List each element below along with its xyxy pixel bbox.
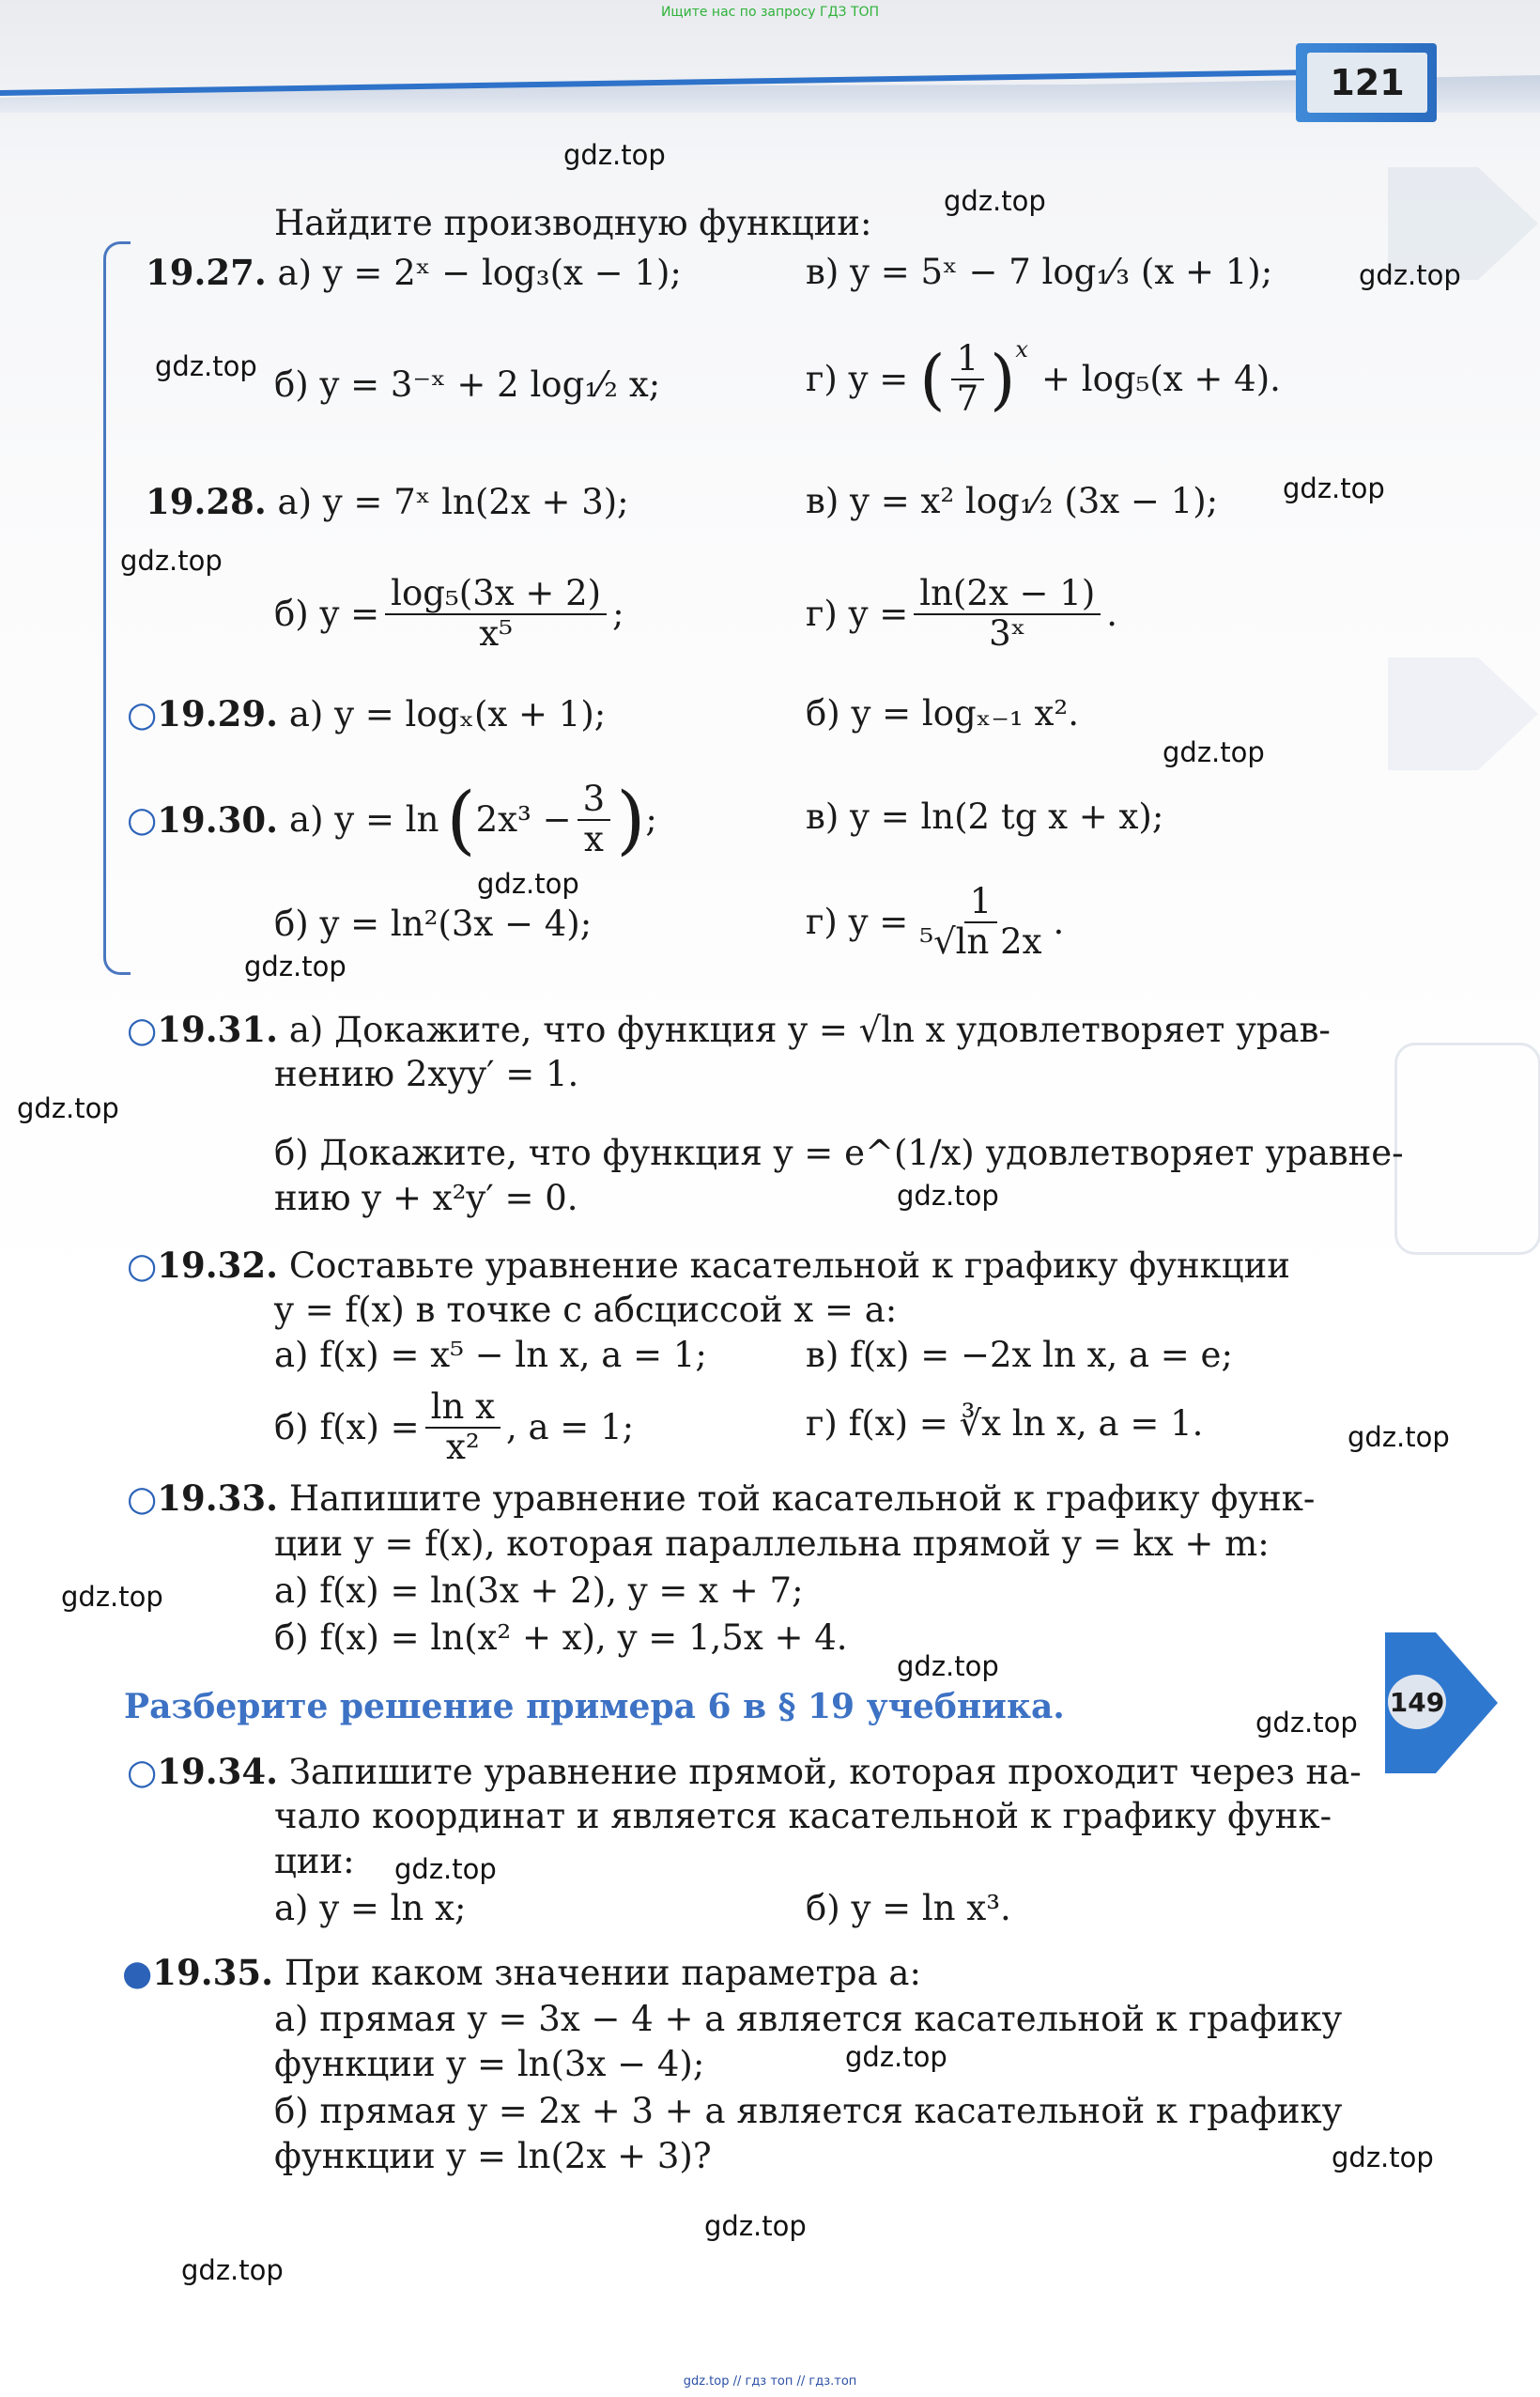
watermark: gdz.top (1332, 2142, 1434, 2173)
fraction-one-seventh: $\frac{1}{7}$ (951, 340, 985, 418)
item-v: в) f(x) = −2x ln x, a = e; (806, 1335, 1233, 1375)
item-v: в) y = 5ˣ − 7 log₁⁄₃ (x + 1); (806, 252, 1273, 292)
bleed-through-box (1394, 1043, 1540, 1255)
fraction (578, 778, 611, 859)
problem-19-31 (127, 1009, 1331, 1051)
fraction (425, 1388, 500, 1466)
statement-line2: чало координат и является касательной к графику функ- (274, 1796, 1332, 1836)
item-a-line1: а) прямая y = 3x − 4 + a является касательной к графику (274, 1999, 1343, 2039)
problem-19-35 (122, 1952, 921, 1994)
watermark: gdz.top (897, 1650, 999, 1682)
item-a: а) f(x) = x⁵ − ln x, a = 1; (274, 1335, 707, 1375)
problem-number: 19.34. (157, 1751, 279, 1792)
item-b: б) y = $\frac{\text{log₅(3x + 2)}}{\text{x⁵}}$ ; (274, 573, 624, 654)
numerator: ln(2x − 1) (914, 575, 1101, 615)
watermark: gdz.top (563, 139, 666, 171)
problem-19-33 (127, 1477, 1315, 1520)
item-b: б) y = ln²(3x − 4); (274, 904, 593, 944)
problem-number: 19.35. (152, 1952, 274, 1993)
fraction (385, 575, 607, 653)
instruction-heading: Найдите производную функции: (274, 203, 872, 243)
item-a-line1: а) Докажите, что функция y = √ln x удовлетворяет урав- (288, 1010, 1331, 1050)
circle-marker: ○ (127, 1752, 158, 1792)
top-note[interactable]: Ищите нас по запросу ГДЗ ТОП (660, 5, 880, 20)
item-b-line1: б) Докажите, что функция y = e^(1/x) удовлетворяет уравне- (274, 1133, 1404, 1173)
denominator: x⁵ (479, 612, 513, 654)
item-a: а) y = logₓ(x + 1); (288, 694, 607, 735)
problem-number: 19.27. (146, 252, 267, 293)
watermark: gdz.top (244, 951, 346, 982)
item-b-line2: нию y + x²y′ = 0. (274, 1178, 578, 1218)
problem-19-30: ○ 19.30. а) y = ln ( 2x³ − $\frac{3}{x}$ ) ; (127, 776, 657, 863)
item-a-expression: 2x³ − (475, 799, 572, 840)
problem-number: 19.31. (157, 1009, 279, 1050)
watermark: gdz.top (61, 1581, 163, 1613)
item-b (274, 1388, 634, 1466)
item-g-prefix: г) y = (806, 359, 909, 400)
denominator: ⁵√ln 2x (919, 920, 1042, 962)
item-g-prefix: г) y = (806, 902, 909, 943)
example-heading: Разберите решение примера 6 в § 19 учебника. (124, 1687, 1065, 1726)
statement-line1: Запишите уравнение прямой, которая проходит через на- (288, 1752, 1362, 1792)
dot-marker: ● (122, 1953, 153, 1993)
watermark: gdz.top (897, 1180, 999, 1212)
numerator: ln x (425, 1388, 500, 1429)
statement-line2: y = f(x) в точке с абсциссой x = a: (274, 1290, 898, 1330)
item-v: в) y = ln(2 tg x + x); (806, 796, 1164, 837)
statement-line3: ции: (274, 1841, 355, 1881)
watermark: gdz.top (944, 185, 1046, 217)
denominator: x (583, 818, 604, 859)
circle-marker: ○ (127, 694, 158, 735)
denominator: x² (445, 1426, 480, 1467)
denominator: 3ˣ (989, 612, 1026, 654)
problem-number: 19.32. (157, 1245, 279, 1286)
item-a-line2: функции y = ln(3x − 4); (274, 2044, 705, 2084)
item-a: а) y = ln x; (274, 1888, 467, 1928)
watermark: gdz.top (1348, 1421, 1450, 1453)
item-g: г) y = ( $\frac{1}{7}$ ) x + log₅(x + 4). (806, 336, 1281, 419)
problem-19-34 (127, 1751, 1362, 1793)
watermark: gdz.top (1255, 1707, 1358, 1739)
watermark: gdz.top (181, 2254, 284, 2286)
statement-line1: Составьте уравнение касательной к графику функции (288, 1245, 1290, 1286)
item-b-prefix: б) f(x) = (274, 1407, 420, 1448)
circle-marker: ○ (127, 1010, 158, 1050)
circle-marker: ○ (127, 1245, 158, 1286)
watermark: gdz.top (1163, 736, 1265, 768)
item-b: б) y = 3⁻ˣ + 2 log₁⁄₂ x; (274, 364, 661, 405)
numerator: 3 (578, 781, 611, 821)
watermark: gdz.top (704, 2210, 807, 2242)
statement-line1: При каком значении параметра a: (284, 1953, 921, 1993)
problem-19-28 (146, 481, 629, 523)
item-a-line2: нению 2xyy′ = 1. (274, 1054, 579, 1094)
item-b: б) f(x) = ln(x² + x), y = 1,5x + 4. (274, 1617, 848, 1658)
item-b: б) y = ln x³. (806, 1888, 1011, 1928)
item-a: а) y = 2ˣ − log₃(x − 1); (277, 253, 682, 293)
item-b-suffix: , a = 1; (505, 1407, 635, 1448)
problem-number: 19.30. (157, 798, 279, 841)
item-g: г) y = $\frac{1}{\text{⁵√ln 2x}}$ . (806, 881, 1065, 962)
watermark: gdz.top (845, 2041, 947, 2073)
statement-line1: Напишите уравнение той касательной к графику функ- (288, 1478, 1316, 1519)
circle-marker: ○ (127, 799, 158, 840)
numerator: log₅(3x + 2) (385, 575, 607, 615)
bleed-through-arrow (1388, 657, 1538, 770)
item-b-line2: функции y = ln(2x + 3)? (274, 2136, 712, 2176)
watermark: gdz.top (1283, 472, 1385, 504)
item-g: г) y = $\frac{\ln(2x - 1)}{\text{3ˣ}}$ . (806, 573, 1118, 654)
problem-19-29 (127, 693, 606, 735)
bottom-note[interactable]: gdz.top // гдз топ // гдз.топ (683, 2374, 857, 2389)
item-v: в) y = x² log₁⁄₂ (3x − 1); (806, 481, 1219, 521)
watermark: gdz.top (394, 1853, 497, 1885)
problem-number: 19.29. (157, 693, 279, 735)
numerator: 1 (964, 883, 998, 923)
item-g-suffix: + log₅(x + 4). (1040, 359, 1281, 400)
problem-number: 19.33. (157, 1477, 279, 1519)
problem-number: 19.28. (146, 481, 267, 522)
fraction (914, 575, 1101, 653)
watermark: gdz.top (17, 1092, 119, 1124)
watermark: gdz.top (1359, 259, 1461, 291)
circle-marker: ○ (127, 1478, 158, 1519)
group-bracket (103, 241, 131, 975)
item-a: а) y = 7ˣ ln(2x + 3); (277, 482, 629, 522)
item-a-prefix: а) y = ln (289, 799, 439, 840)
problem-19-27 (146, 252, 682, 294)
side-page-number: 149 (1388, 1675, 1446, 1729)
statement-line2: ции y = f(x), которая параллельна прямой y = kx + m: (274, 1523, 1270, 1564)
item-b: б) y = logₓ₋₁ x². (806, 693, 1079, 734)
watermark: gdz.top (477, 868, 579, 900)
item-b-prefix: б) y = (274, 594, 380, 635)
watermark: gdz.top (120, 545, 223, 577)
page-number: 121 (1307, 53, 1427, 113)
item-g-prefix: г) y = (806, 594, 909, 635)
item-g: г) f(x) = ∛x ln x, a = 1. (806, 1403, 1204, 1444)
fraction (914, 883, 1047, 961)
problem-19-32 (127, 1245, 1290, 1287)
item-a: а) f(x) = ln(3x + 2), y = x + 7; (274, 1570, 804, 1611)
watermark: gdz.top (155, 350, 257, 382)
item-b-line1: б) прямая y = 2x + 3 + a является касательной к графику (274, 2091, 1343, 2131)
